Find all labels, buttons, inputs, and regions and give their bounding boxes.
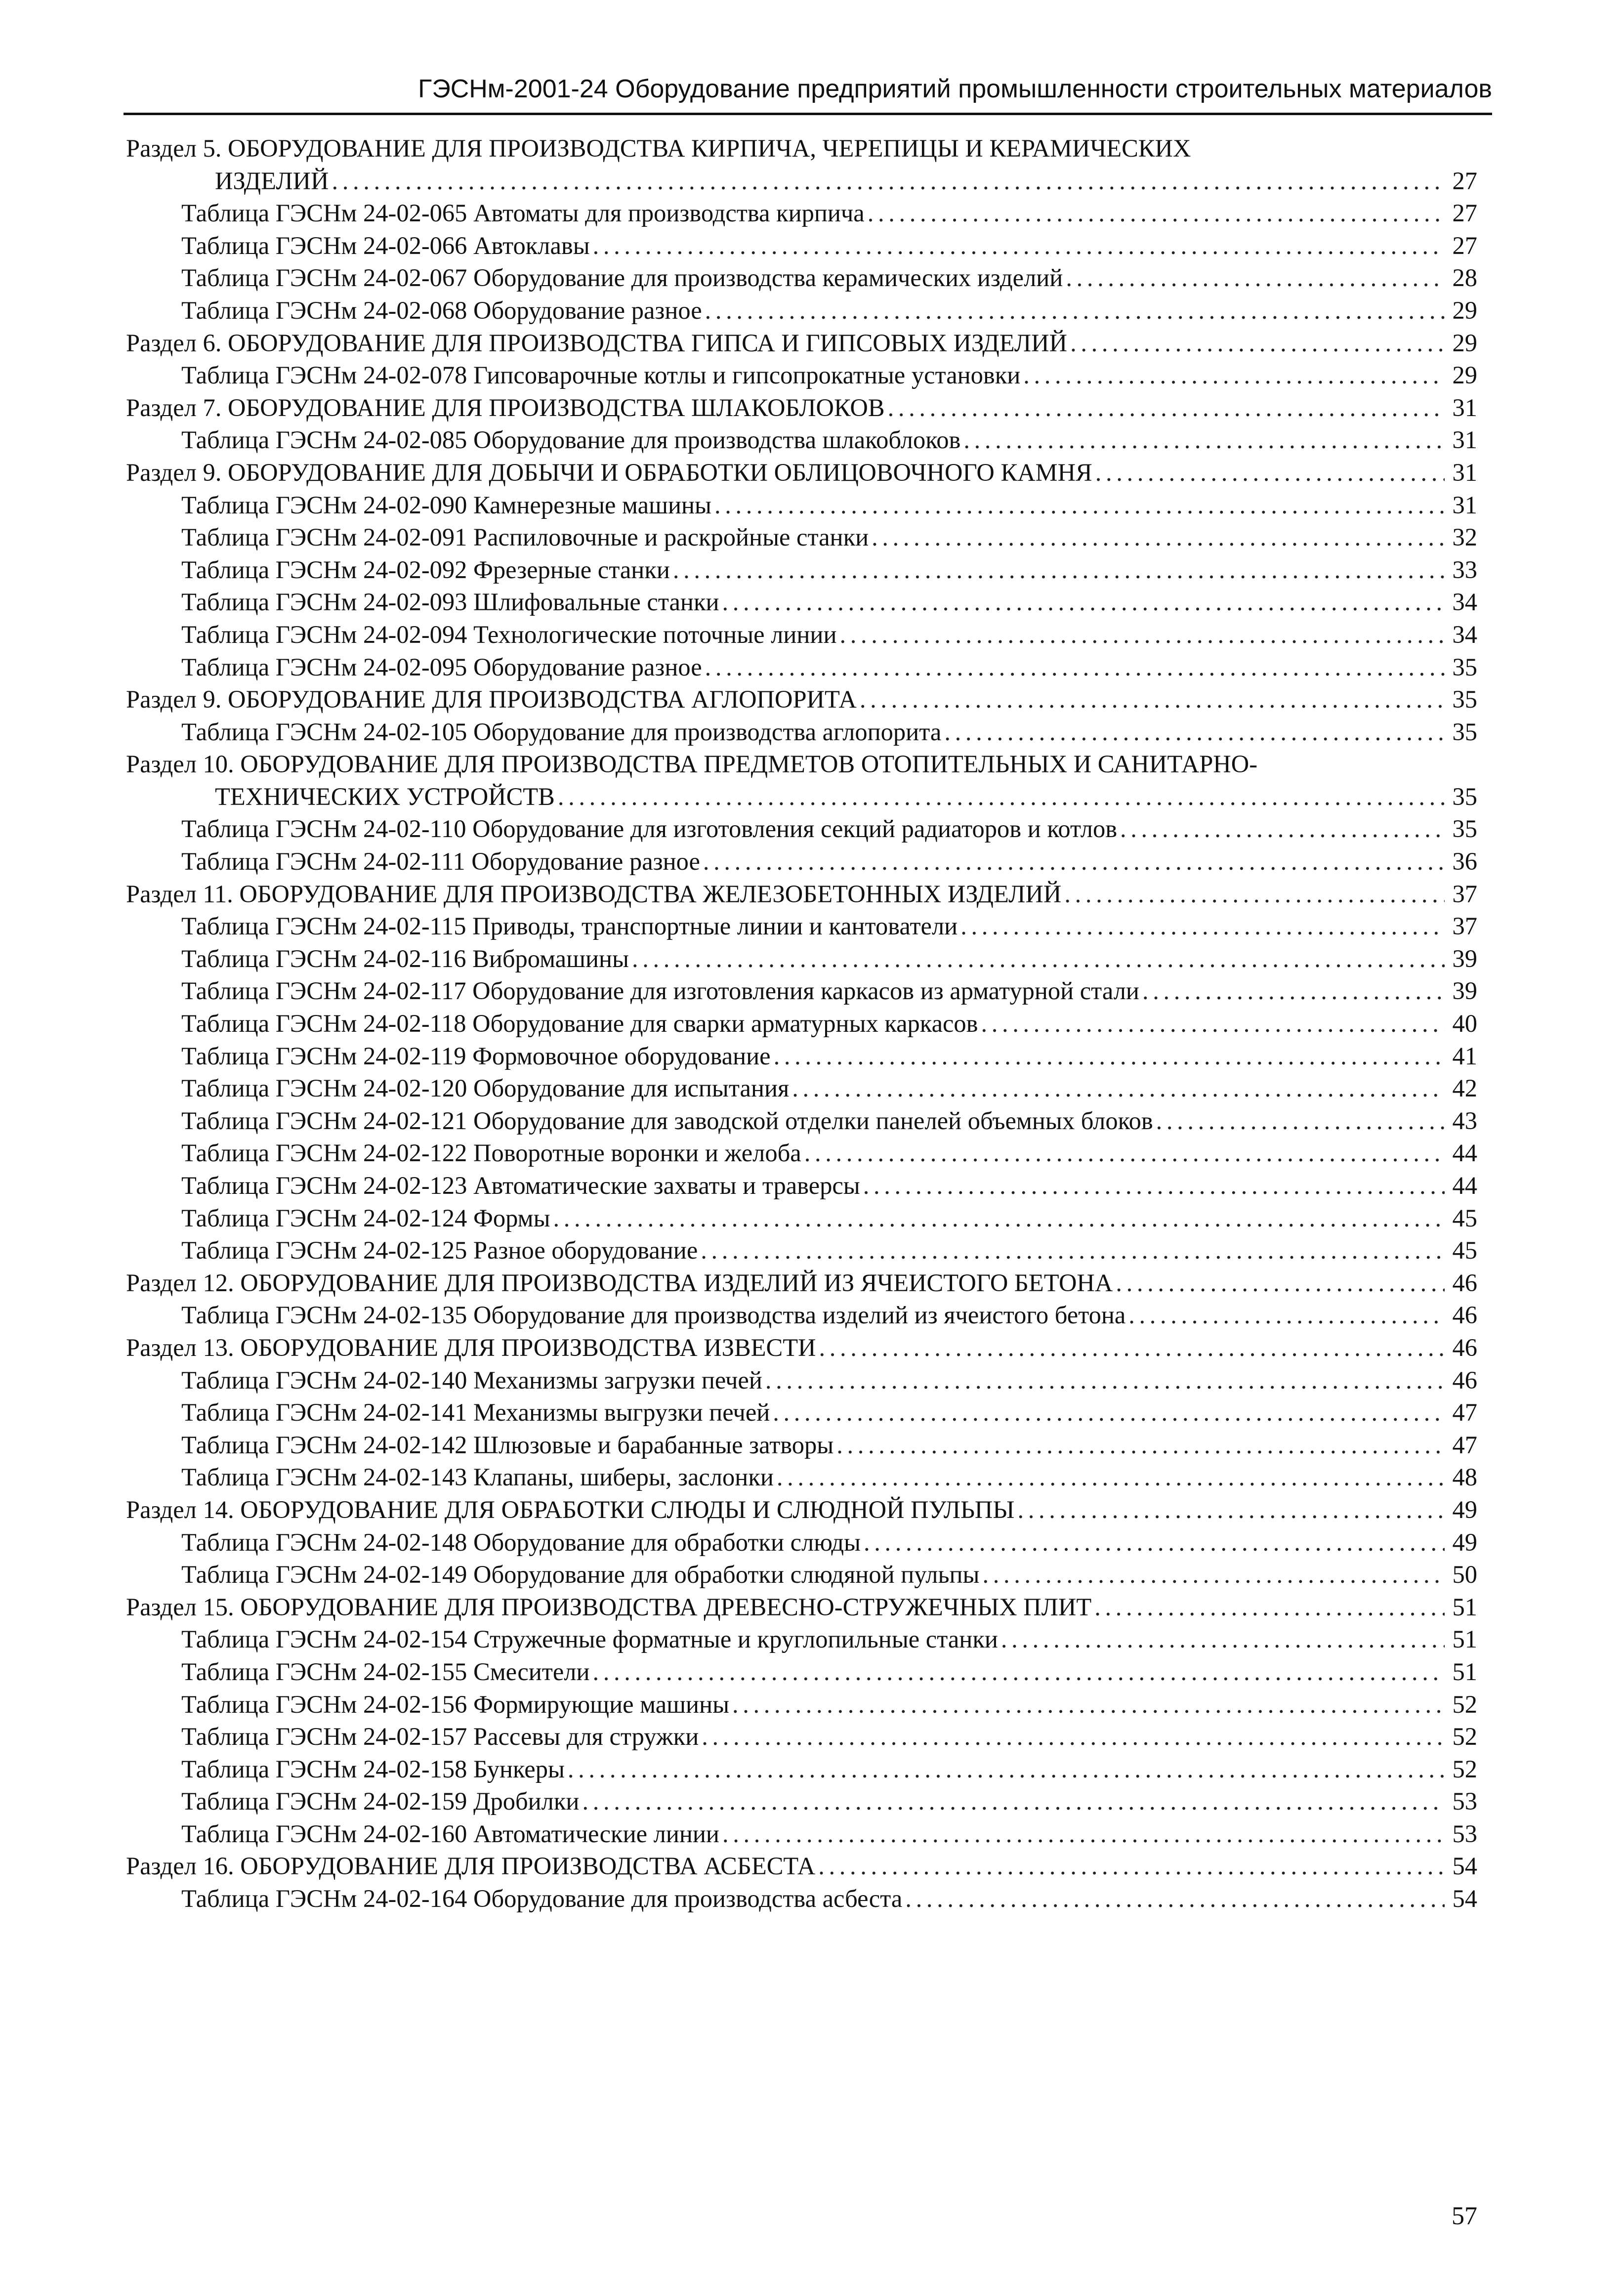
toc-entry-title: Таблица ГЭСНм 24-02-157 Рассевы для стружки [181, 1723, 699, 1751]
toc-section-entry[interactable] [126, 392, 1477, 424]
dot-leader [773, 1396, 1445, 1429]
dot-leader [1116, 1267, 1445, 1300]
toc-entry-page: 45 [1452, 1204, 1477, 1232]
toc-entry-page: 35 [1452, 718, 1477, 746]
toc-entry-title: Таблица ГЭСНм 24-02-140 Механизмы загрузки печей [181, 1366, 762, 1394]
dot-leader [860, 683, 1445, 716]
toc-table-entry[interactable] [126, 1170, 1477, 1202]
toc-table-entry[interactable] [126, 845, 1477, 878]
toc-table-entry[interactable] [126, 1396, 1477, 1429]
toc-entry-title: Таблица ГЭСНм 24-02-125 Разное оборудование [181, 1236, 698, 1265]
toc-entry-page: 49 [1452, 1495, 1477, 1523]
toc-entry-page: 41 [1452, 1042, 1477, 1070]
toc-section-entry[interactable] [126, 878, 1477, 911]
toc-entry-title: Таблица ГЭСНм 24-02-160 Автоматические линии [181, 1819, 719, 1848]
toc-section-entry[interactable] [126, 327, 1477, 360]
dot-leader [722, 586, 1445, 619]
toc-table-entry[interactable] [126, 651, 1477, 684]
toc-section-entry-continuation[interactable] [126, 165, 1477, 198]
toc-entry-title: Таблица ГЭСНм 24-02-124 Формы [181, 1204, 550, 1232]
toc-entry-title: Раздел 9. ОБОРУДОВАНИЕ ДЛЯ ДОБЫЧИ И ОБРАБОТКИ ОБЛИЦОВОЧНОГО КАМНЯ [126, 458, 1092, 486]
toc-entry-page: 37 [1452, 880, 1477, 908]
toc-entry-title: Таблица ГЭСНм 24-02-135 Оборудование для производства изделий из ячеистого бетона [181, 1301, 1126, 1329]
toc-entry-page: 27 [1452, 199, 1477, 227]
toc-table-entry[interactable] [126, 1429, 1477, 1462]
toc-entry-title: Раздел 6. ОБОРУДОВАНИЕ ДЛЯ ПРОИЗВОДСТВА ГИПСА И ГИПСОВЫХ ИЗДЕЛИЙ [126, 329, 1068, 357]
toc-entry-page: 47 [1452, 1431, 1477, 1459]
toc-entry-page: 28 [1452, 264, 1477, 292]
dot-leader [1095, 457, 1445, 489]
toc-table-entry[interactable] [126, 1689, 1477, 1721]
toc-table-entry[interactable] [126, 1234, 1477, 1267]
dot-leader [777, 1461, 1445, 1494]
dot-leader [888, 392, 1445, 424]
toc-table-entry[interactable] [126, 1785, 1477, 1818]
dot-leader [868, 197, 1445, 230]
dot-leader [864, 1526, 1445, 1559]
dot-leader [332, 165, 1445, 198]
toc-entry-page: 45 [1452, 1236, 1477, 1265]
toc-entry-page: 44 [1452, 1139, 1477, 1167]
toc-table-entry[interactable] [126, 910, 1477, 943]
toc-entry-page: 35 [1452, 685, 1477, 714]
toc-entry-title: Таблица ГЭСНм 24-02-110 Оборудование для изготовления секций радиаторов и котлов [181, 815, 1118, 843]
dot-leader [982, 1559, 1445, 1591]
toc-entry-title: Таблица ГЭСНм 24-02-143 Клапаны, шиберы, заслонки [181, 1463, 774, 1491]
toc-entry-page: 46 [1452, 1301, 1477, 1329]
toc-table-entry[interactable] [126, 1883, 1477, 1915]
toc-entry-title: Таблица ГЭСНм 24-02-066 Автоклавы [181, 231, 590, 259]
toc-table-entry[interactable] [126, 521, 1477, 554]
toc-table-entry[interactable] [126, 554, 1477, 587]
toc-section-entry-continuation[interactable] [126, 781, 1477, 813]
toc-entry-page: 51 [1452, 1593, 1477, 1621]
toc-table-entry[interactable] [126, 1299, 1477, 1332]
toc-entry-page: 29 [1452, 361, 1477, 389]
toc-entry-page: 43 [1452, 1106, 1477, 1135]
toc-entry-page: 31 [1452, 491, 1477, 519]
dot-leader [705, 295, 1445, 327]
toc-entry-title: Таблица ГЭСНм 24-02-092 Фрезерные станки [181, 555, 670, 584]
dot-leader [1066, 262, 1445, 295]
page-number: 57 [1452, 2202, 1477, 2230]
toc-entry-title: Таблица ГЭСНм 24-02-149 Оборудование для обработки слюдяной пульпы [181, 1561, 980, 1589]
toc-section-entry[interactable] [126, 132, 1477, 165]
toc-entry-page: 27 [1452, 167, 1477, 195]
toc-section-entry[interactable] [126, 1591, 1477, 1624]
dot-leader [1128, 1299, 1445, 1332]
toc-entry-title: Таблица ГЭСНм 24-02-095 Оборудование разное [181, 653, 702, 681]
toc-entry-title: Таблица ГЭСНм 24-02-156 Формирующие машины [181, 1690, 730, 1718]
toc-table-entry[interactable] [126, 197, 1477, 230]
dot-leader [722, 1818, 1445, 1851]
toc-entry-page: 49 [1452, 1528, 1477, 1556]
toc-entry-title: Раздел 15. ОБОРУДОВАНИЕ ДЛЯ ПРОИЗВОДСТВА ДРЕВЕСНО-СТРУЖЕЧНЫХ ПЛИТ [126, 1593, 1092, 1621]
toc-entry-page: 39 [1452, 944, 1477, 972]
toc-entry-page: 39 [1452, 977, 1477, 1005]
toc-table-entry[interactable] [126, 359, 1477, 392]
toc-table-entry[interactable] [126, 1526, 1477, 1559]
dot-leader [905, 1883, 1445, 1915]
dot-leader [582, 1785, 1445, 1818]
toc-entry-title: Таблица ГЭСНм 24-02-116 Вибромашины [181, 944, 629, 972]
dot-leader [1023, 359, 1445, 392]
toc-entry-page: 33 [1452, 555, 1477, 584]
dot-leader [701, 1234, 1445, 1267]
header-rule [124, 113, 1492, 115]
toc-entry-page: 53 [1452, 1787, 1477, 1816]
toc-entry-page: 34 [1452, 620, 1477, 648]
toc-entry-title: Таблица ГЭСНм 24-02-090 Камнерезные машины [181, 491, 711, 519]
toc-entry-title: Таблица ГЭСНм 24-02-119 Формовочное оборудование [181, 1042, 771, 1070]
toc-entry-page: 52 [1452, 1690, 1477, 1718]
toc-entry-page: 53 [1452, 1819, 1477, 1848]
toc-entry-title: Раздел 14. ОБОРУДОВАНИЕ ДЛЯ ОБРАБОТКИ СЛЮДЫ И СЛЮДНОЙ ПУЛЬПЫ [126, 1495, 1015, 1523]
dot-leader [705, 651, 1445, 684]
toc-entry-title: Таблица ГЭСНм 24-02-085 Оборудование для производства шлакоблоков [181, 426, 961, 454]
toc-entry-page: 52 [1452, 1723, 1477, 1751]
toc-entry-title: Таблица ГЭСНм 24-02-078 Гипсоварочные котлы и гипсопрокатные установки [181, 361, 1021, 389]
toc-entry-page: 29 [1452, 296, 1477, 324]
toc-entry-page: 35 [1452, 653, 1477, 681]
dot-leader [592, 1656, 1445, 1689]
toc-section-entry[interactable] [126, 1494, 1477, 1526]
toc-entry-page: 31 [1452, 426, 1477, 454]
toc-table-entry[interactable] [126, 1008, 1477, 1040]
toc-entry-title: Раздел 7. ОБОРУДОВАНИЕ ДЛЯ ПРОИЗВОДСТВА ШЛАКОБЛОКОВ [126, 393, 885, 422]
toc-entry-title: Таблица ГЭСНм 24-02-141 Механизмы выгрузки печей [181, 1398, 770, 1427]
toc-entry-title: ТЕХНИЧЕСКИХ УСТРОЙСТВ [215, 782, 555, 810]
dot-leader [632, 943, 1445, 975]
toc-entry-title: Таблица ГЭСНм 24-02-065 Автоматы для производства кирпича [181, 199, 865, 227]
toc-entry-title: Таблица ГЭСНм 24-02-121 Оборудование для заводской отделки панелей объемных блоков [181, 1106, 1153, 1135]
toc-entry-title: Раздел 16. ОБОРУДОВАНИЕ ДЛЯ ПРОИЗВОДСТВА АСБЕСТА [126, 1852, 816, 1880]
toc-entry-page: 35 [1452, 782, 1477, 810]
toc-entry-title: Таблица ГЭСНм 24-02-093 Шлифовальные станки [181, 588, 719, 616]
dot-leader [839, 619, 1445, 651]
toc-table-entry[interactable] [126, 975, 1477, 1008]
table-of-contents [126, 132, 1477, 1915]
toc-entry-title: Таблица ГЭСНм 24-02-159 Дробилки [181, 1787, 580, 1816]
dot-leader [1001, 1623, 1445, 1656]
toc-entry-title: ИЗДЕЛИЙ [215, 167, 329, 195]
toc-entry-title: Таблица ГЭСНм 24-02-154 Стружечные форматные и круглопильные станки [181, 1625, 998, 1653]
toc-entry-page: 36 [1452, 847, 1477, 876]
toc-entry-page: 27 [1452, 231, 1477, 259]
toc-table-entry[interactable] [126, 1818, 1477, 1851]
toc-table-entry[interactable] [126, 943, 1477, 975]
toc-entry-title: Таблица ГЭСНм 24-02-111 Оборудование разное [181, 847, 700, 876]
running-header: ГЭСНм-2001-24 Оборудование предприятий промышленности строительных материалов [418, 75, 1492, 103]
toc-table-entry[interactable] [126, 619, 1477, 651]
dot-leader [702, 1721, 1445, 1753]
toc-section-entry[interactable] [126, 1850, 1477, 1883]
toc-entry-page: 31 [1452, 393, 1477, 422]
toc-entry-page: 52 [1452, 1755, 1477, 1783]
toc-entry-title: Раздел 9. ОБОРУДОВАНИЕ ДЛЯ ПРОИЗВОДСТВА АГЛОПОРИТА [126, 685, 857, 714]
toc-entry-title: Раздел 13. ОБОРУДОВАНИЕ ДЛЯ ПРОИЗВОДСТВА ИЗВЕСТИ [126, 1333, 816, 1361]
dot-leader [1156, 1105, 1445, 1138]
toc-table-entry[interactable] [126, 424, 1477, 457]
toc-table-entry[interactable] [126, 262, 1477, 295]
toc-entry-title: Раздел 5. ОБОРУДОВАНИЕ ДЛЯ ПРОИЗВОДСТВА КИРПИЧА, ЧЕРЕПИЦЫ И КЕРАМИЧЕСКИХ [126, 134, 1191, 162]
dot-leader [963, 424, 1445, 457]
toc-entry-page: 50 [1452, 1561, 1477, 1589]
dot-leader [872, 521, 1445, 554]
toc-table-entry[interactable] [126, 1753, 1477, 1786]
dot-leader [981, 1008, 1445, 1040]
toc-entry-page: 46 [1452, 1366, 1477, 1394]
dot-leader [774, 1040, 1445, 1073]
dot-leader [732, 1689, 1445, 1721]
toc-entry-page: 29 [1452, 329, 1477, 357]
toc-entry-page: 31 [1452, 458, 1477, 486]
toc-table-entry[interactable] [126, 1105, 1477, 1138]
dot-leader [944, 716, 1445, 749]
toc-entry-title: Таблица ГЭСНм 24-02-158 Бункеры [181, 1755, 565, 1783]
toc-entry-page: 32 [1452, 523, 1477, 551]
toc-entry-page: 54 [1452, 1885, 1477, 1913]
dot-leader [1017, 1494, 1445, 1526]
dot-leader [819, 1332, 1445, 1364]
toc-entry-title: Таблица ГЭСНм 24-02-067 Оборудование для производства керамических изделий [181, 264, 1063, 292]
toc-table-entry[interactable] [126, 295, 1477, 327]
dot-leader [703, 845, 1445, 878]
toc-entry-title: Таблица ГЭСНм 24-02-118 Оборудование для сварки арматурных каркасов [181, 1010, 978, 1038]
toc-entry-page: 47 [1452, 1398, 1477, 1427]
toc-entry-title: Таблица ГЭСНм 24-02-120 Оборудование для испытания [181, 1074, 790, 1102]
dot-leader [553, 1202, 1445, 1235]
toc-table-entry[interactable] [126, 1559, 1477, 1591]
toc-entry-page: 46 [1452, 1268, 1477, 1297]
toc-entry-title: Таблица ГЭСНм 24-02-115 Приводы, транспортные линии и кантователи [181, 912, 958, 940]
toc-table-entry[interactable] [126, 1072, 1477, 1105]
toc-entry-title: Таблица ГЭСНм 24-02-105 Оборудование для производства аглопорита [181, 718, 942, 746]
toc-entry-title: Таблица ГЭСНм 24-02-117 Оборудование для изготовления каркасов из арматурной стали [181, 977, 1139, 1005]
toc-entry-page: 46 [1452, 1333, 1477, 1361]
dot-leader [1070, 327, 1445, 360]
toc-table-entry[interactable] [126, 716, 1477, 749]
toc-section-entry[interactable] [126, 457, 1477, 489]
toc-entry-page: 51 [1452, 1657, 1477, 1686]
toc-table-entry[interactable] [126, 1137, 1477, 1170]
toc-entry-title: Таблица ГЭСНм 24-02-068 Оборудование разное [181, 296, 702, 324]
toc-section-entry[interactable] [126, 1267, 1477, 1300]
toc-entry-title: Таблица ГЭСНм 24-02-148 Оборудование для обработки слюды [181, 1528, 861, 1556]
dot-leader [1142, 975, 1445, 1008]
dot-leader [960, 910, 1445, 943]
toc-entry-page: 48 [1452, 1463, 1477, 1491]
toc-table-entry[interactable] [126, 586, 1477, 619]
dot-leader [1120, 813, 1445, 845]
toc-entry-title: Таблица ГЭСНм 24-02-164 Оборудование для производства асбеста [181, 1885, 903, 1913]
dot-leader [836, 1429, 1445, 1462]
toc-table-entry[interactable] [126, 813, 1477, 845]
toc-table-entry[interactable] [126, 1364, 1477, 1397]
dot-leader [568, 1753, 1445, 1786]
dot-leader [593, 230, 1445, 262]
dot-leader [792, 1072, 1445, 1105]
toc-table-entry[interactable] [126, 489, 1477, 522]
toc-section-entry[interactable] [126, 748, 1477, 781]
toc-entry-title: Таблица ГЭСНм 24-02-123 Автоматические захваты и траверсы [181, 1172, 860, 1199]
dot-leader [714, 489, 1445, 522]
toc-entry-title: Раздел 11. ОБОРУДОВАНИЕ ДЛЯ ПРОИЗВОДСТВА ЖЕЛЕЗОБЕТОННЫХ ИЗДЕЛИЙ [126, 880, 1062, 908]
toc-table-entry[interactable] [126, 1040, 1477, 1073]
toc-table-entry[interactable] [126, 1461, 1477, 1494]
toc-entry-page: 37 [1452, 912, 1477, 940]
toc-table-entry[interactable] [126, 1721, 1477, 1753]
toc-entry-page: 35 [1452, 815, 1477, 843]
toc-table-entry[interactable] [126, 1202, 1477, 1235]
toc-entry-title: Таблица ГЭСНм 24-02-094 Технологические поточные линии [181, 620, 837, 648]
toc-entry-page: 40 [1452, 1010, 1477, 1038]
dot-leader [765, 1364, 1445, 1397]
toc-table-entry[interactable] [126, 1623, 1477, 1656]
toc-entry-title: Таблица ГЭСНм 24-02-091 Распиловочные и раскройные станки [181, 523, 869, 551]
toc-entry-page: 51 [1452, 1625, 1477, 1653]
toc-section-entry[interactable] [126, 683, 1477, 716]
dot-leader [1094, 1591, 1445, 1624]
dot-leader [673, 554, 1445, 587]
toc-table-entry[interactable] [126, 230, 1477, 262]
toc-entry-page: 34 [1452, 588, 1477, 616]
toc-entry-page: 42 [1452, 1074, 1477, 1102]
dot-leader [558, 781, 1445, 813]
toc-entry-title: Таблица ГЭСНм 24-02-142 Шлюзовые и барабанные затворы [181, 1431, 834, 1459]
toc-entry-title: Раздел 12. ОБОРУДОВАНИЕ ДЛЯ ПРОИЗВОДСТВА ИЗДЕЛИЙ ИЗ ЯЧЕИСТОГО БЕТОНА [126, 1268, 1113, 1297]
toc-entry-title: Раздел 10. ОБОРУДОВАНИЕ ДЛЯ ПРОИЗВОДСТВА ПРЕДМЕТОВ ОТОПИТЕЛЬНЫХ И САНИТАРНО- [126, 750, 1258, 778]
dot-leader [804, 1137, 1445, 1170]
dot-leader [863, 1170, 1445, 1202]
toc-entry-title: Таблица ГЭСНм 24-02-122 Поворотные воронки и желоба [181, 1139, 801, 1167]
toc-entry-page: 44 [1452, 1172, 1477, 1199]
toc-section-entry[interactable] [126, 1332, 1477, 1364]
toc-entry-page: 54 [1452, 1852, 1477, 1880]
dot-leader [818, 1850, 1445, 1883]
toc-entry-title: Таблица ГЭСНм 24-02-155 Смесители [181, 1657, 590, 1686]
dot-leader [1064, 878, 1445, 911]
toc-table-entry[interactable] [126, 1656, 1477, 1689]
